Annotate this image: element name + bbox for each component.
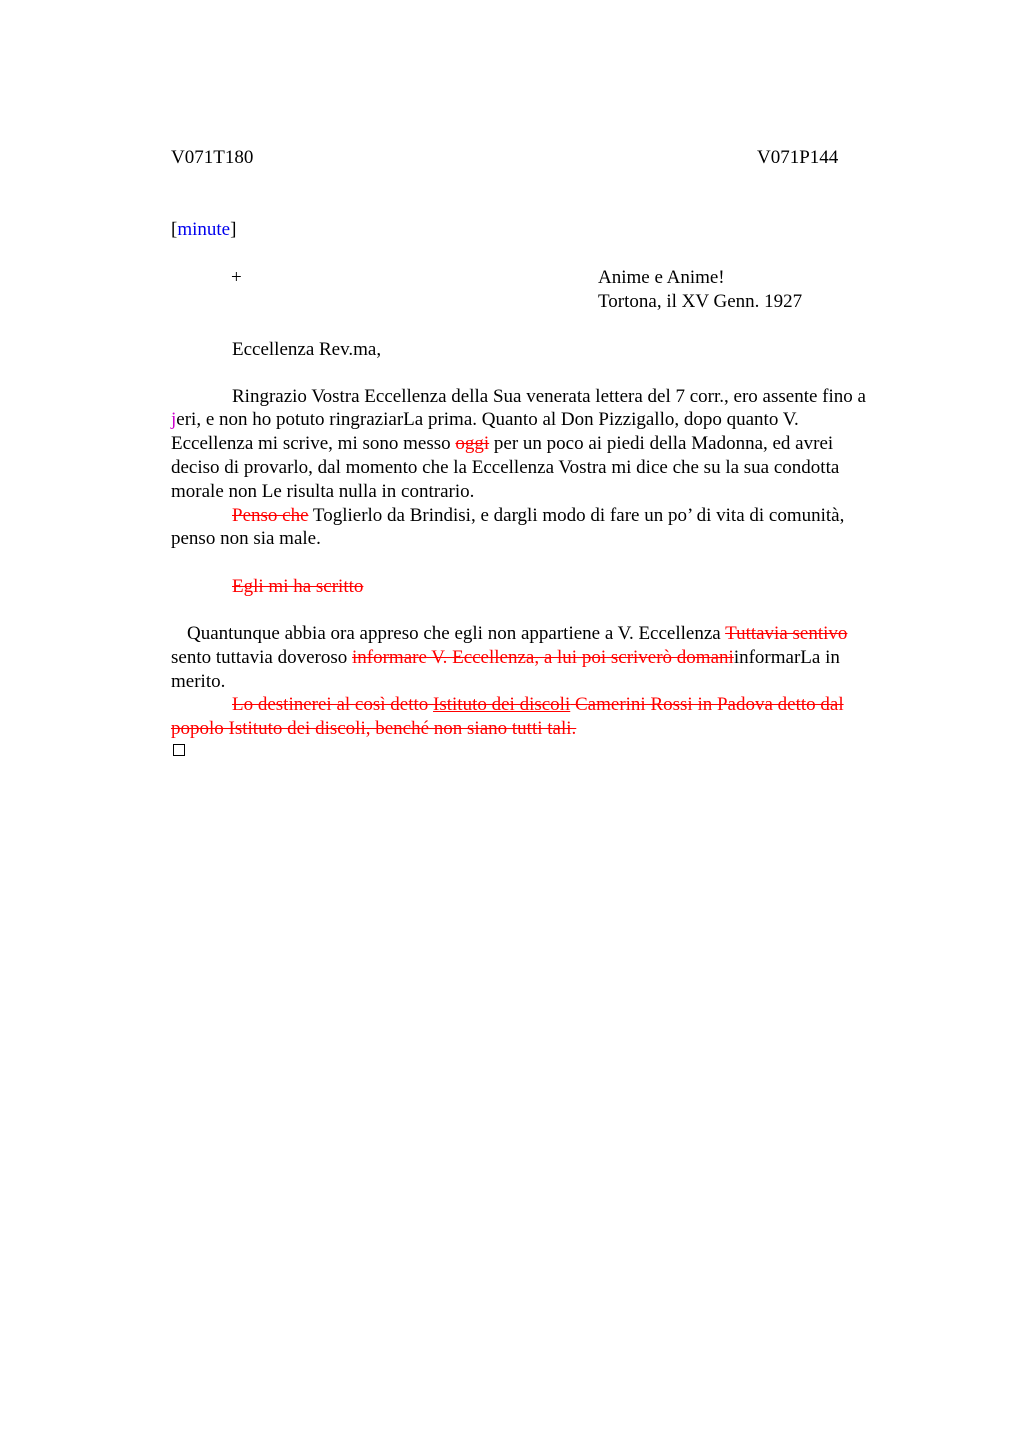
insertion-mark: j [171,409,177,430]
p4-line-2 [171,646,840,670]
p4-line-1-text: Quantunque abbia ora appreso che egli non appartiene a V. Eccellenza [187,623,726,644]
deletion-destinerei: Lo destinerei al così detto [232,694,434,715]
p1-line-2-text: eri, e non ho potuto ringraziarLa prima. Quanto al Don Pizzigallo, dopo quanto V. [176,409,799,430]
deletion-tuttavia: Tuttavia sentivo [725,623,848,644]
p2-line-1 [232,504,844,528]
p2-line-1-text: Toglierlo da Brindisi, e dargli modo di fare un po’ di vita di comunità, [308,505,845,526]
p1-line-4: deciso di provarlo, dal momento che la Eccellenza Vostra mi dice che su la sua condotta [171,457,840,478]
deletion-informare: informare V. Eccellenza, a lui poi scriverò domani [352,647,734,668]
deletion-penso-che: Penso che [232,505,309,526]
p4-line-1 [187,622,847,646]
p1-line-3 [171,432,833,456]
document-code-left: V071T180 [171,147,254,168]
p1-line-5: morale non Le risulta nulla in contrario. [171,481,475,502]
deletion-istituto-underlined: Istituto dei discoli [433,694,571,715]
p1-line-3-a: Eccellenza mi scrive, mi sono messo [171,433,456,454]
p2-line-2: penso non sia male. [171,528,321,549]
end-marker-box [173,744,185,756]
cross-symbol: + [231,267,242,288]
p4-line-3: merito. [171,671,226,692]
p4-line-2-a: sento tuttavia doveroso [171,647,352,668]
p5-line-2 [171,717,576,741]
p1-line-2 [171,408,799,432]
label-minute: minute [177,219,231,240]
document-code-right: V071P144 [757,147,839,168]
dateline: Tortona, il XV Genn. 1927 [598,291,803,312]
p5-line-1 [232,693,844,717]
motto: Anime e Anime! [598,267,725,288]
deletion-popolo: popolo Istituto dei discoli, benché non siano tutti tali. [171,718,577,739]
p4-line-2-b: informarLa in [733,647,840,668]
p1-line-3-b: per un poco ai piedi della Madonna, ed avrei [489,433,834,454]
bracket-close: ] [230,219,237,240]
document-type-label [171,218,236,242]
bracket-open: [ [171,219,178,240]
deletion-oggi: oggi [455,433,490,454]
salutation: Eccellenza Rev.ma, [232,339,382,360]
deletion-camerini: Camerini Rossi in Padova detto dal [570,694,844,715]
deletion-egli: Egli mi ha scritto [232,576,364,597]
p1-line-1: Ringrazio Vostra Eccellenza della Sua venerata lettera del 7 corr., ero assente fino a [232,386,866,407]
deleted-line [232,575,363,599]
